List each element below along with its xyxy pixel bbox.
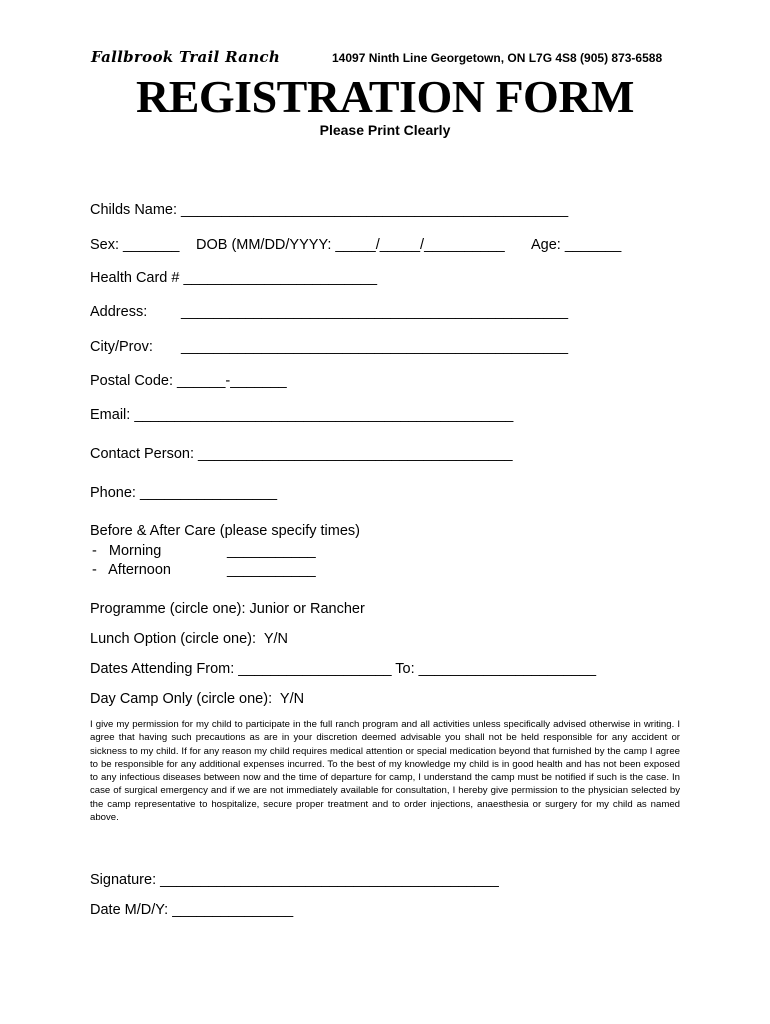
care-morning-line[interactable]: ___________: [227, 543, 316, 559]
health-card-field[interactable]: Health Card # ________________________: [90, 270, 378, 286]
care-morning-label: - Morning: [92, 543, 162, 559]
signature-field[interactable]: Signature: __________________________________________: [90, 872, 499, 888]
care-afternoon-line[interactable]: ___________: [227, 562, 316, 578]
address-line[interactable]: ________________________________________________: [181, 304, 569, 320]
phone-field[interactable]: Phone: _________________: [90, 485, 278, 501]
contact-person-field[interactable]: Contact Person: _______________________________________: [90, 446, 513, 462]
date-signed-field[interactable]: Date M/D/Y: _______________: [90, 902, 294, 918]
form-subtitle: Please Print Clearly: [319, 122, 451, 138]
email-field[interactable]: Email: _______________________________________________: [90, 407, 514, 423]
child-name-field[interactable]: Childs Name: ________________________________________________: [90, 202, 569, 218]
address-label: Address:: [90, 304, 148, 320]
city-prov-label: City/Prov:: [90, 339, 153, 355]
postal-code-field[interactable]: Postal Code: ______-_______: [90, 373, 287, 389]
age-field[interactable]: Age: _______: [531, 237, 622, 253]
ranch-name: Fallbrook Trail Ranch: [91, 48, 281, 66]
lunch-option-field[interactable]: Lunch Option (circle one): Y/N: [90, 631, 288, 647]
dates-attending-field[interactable]: Dates Attending From: ___________________ To: ______________________: [90, 661, 597, 677]
programme-field[interactable]: Programme (circle one): Junior or Rancher: [90, 601, 365, 617]
care-afternoon-label: - Afternoon: [92, 562, 171, 578]
consent-paragraph: I give my permission for my child to participate in the full ranch program and all activities unless specifically advised otherwise in writing. I agree that having such precautions as are in your discretion deemed advisable you shall not be held responsible for any accident or sickness to my child. If for any reason my child requires medical attention or special medication beyond that furnished by the camp I agree to be responsible for any additional expenses incurred. To the best of my knowledge my child is in good health and has not been exposed to any infectious diseases between now and the time of departure for camp, I understand the camp must be notified if such is the case. In case of surgical emergency and if we are not immediately available for consultation, I hereby give permission to the physician selected by the camp representative to hospitalize, secure proper treatment and to order injections, anaesthesia or surgery for my child as named above.: [90, 719, 680, 824]
sex-field[interactable]: Sex: _______: [90, 237, 180, 253]
form-title: REGISTRATION FORM: [136, 71, 634, 122]
care-heading: Before & After Care (please specify times): [90, 523, 360, 539]
ranch-address: 14097 Ninth Line Georgetown, ON L7G 4S8 (905) 873-6588: [332, 51, 663, 65]
city-prov-line[interactable]: ________________________________________________: [181, 339, 569, 355]
day-camp-field[interactable]: Day Camp Only (circle one): Y/N: [90, 691, 305, 707]
dob-field[interactable]: DOB (MM/DD/YYYY: _____/_____/__________: [196, 237, 505, 253]
